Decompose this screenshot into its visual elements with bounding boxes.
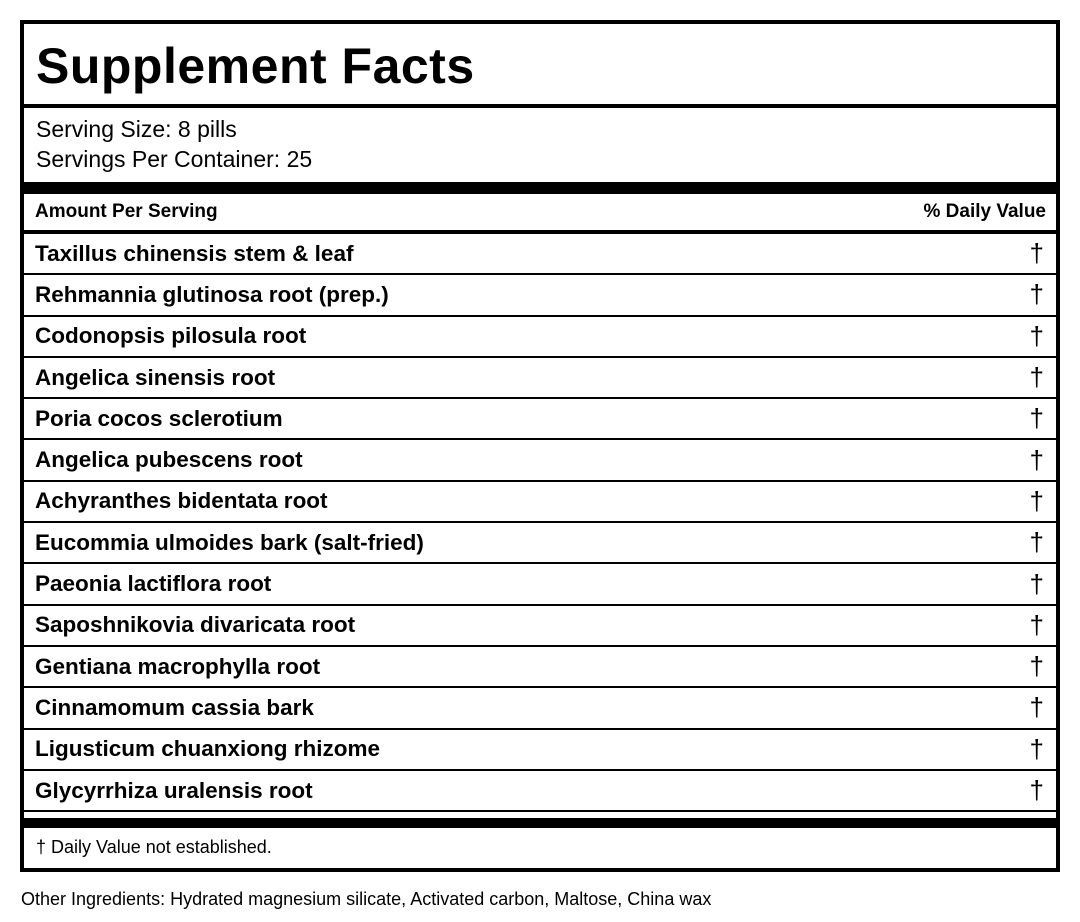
ingredient-daily-value: †	[1029, 403, 1044, 434]
ingredient-name: Taxillus chinensis stem & leaf	[35, 240, 354, 266]
ingredient-name: Codonopsis pilosula root	[35, 323, 307, 349]
ingredient-row	[24, 606, 1056, 647]
ingredient-name: Ligusticum chuanxiong rhizome	[35, 736, 381, 762]
ingredient-daily-value: †	[1029, 609, 1044, 640]
ingredient-daily-value: †	[1029, 279, 1044, 310]
ingredient-name: Poria cocos sclerotium	[35, 405, 283, 431]
ingredient-daily-value: †	[1029, 362, 1044, 393]
ingredient-daily-value: †	[1029, 568, 1044, 599]
ingredient-row	[24, 399, 1056, 440]
ingredient-name: Rehmannia glutinosa root (prep.)	[35, 281, 389, 307]
ingredient-name: Saposhnikovia divaricata root	[35, 612, 356, 638]
ingredient-row	[24, 564, 1056, 605]
ingredient-name: Glycyrrhiza uralensis root	[35, 777, 313, 803]
ingredient-name: Angelica pubescens root	[35, 447, 303, 473]
other-ingredients: Other Ingredients: Hydrated magnesium silicate, Activated carbon, Maltose, China wax	[21, 889, 712, 909]
ingredient-row	[24, 771, 1056, 812]
ingredient-daily-value: †	[1029, 692, 1044, 723]
ingredient-row	[24, 234, 1056, 275]
ingredient-name: Angelica sinensis root	[35, 364, 276, 390]
footnote: † Daily Value not established.	[36, 837, 272, 857]
ingredient-name: Cinnamomum cassia bark	[35, 694, 314, 720]
panel-title: Supplement Facts	[36, 38, 475, 94]
ingredient-daily-value: †	[1029, 320, 1044, 351]
ingredient-daily-value: †	[1029, 238, 1044, 269]
ingredient-daily-value: †	[1029, 651, 1044, 682]
ingredient-row	[24, 482, 1056, 523]
ingredient-daily-value: †	[1029, 733, 1044, 764]
serving-size: Serving Size: 8 pills	[36, 116, 237, 142]
ingredient-name: Gentiana macrophylla root	[35, 653, 321, 679]
ingredient-row	[24, 647, 1056, 688]
ingredient-daily-value: †	[1029, 775, 1044, 805]
ingredient-row	[24, 358, 1056, 399]
ingredient-daily-value: †	[1029, 444, 1044, 475]
column-header-row	[24, 194, 1056, 230]
ingredient-daily-value: †	[1029, 485, 1044, 516]
thick-divider-bottom	[24, 818, 1056, 828]
ingredient-row	[24, 523, 1056, 564]
divider	[24, 104, 1056, 108]
ingredient-name: Paeonia lactiflora root	[35, 571, 272, 597]
ingredient-daily-value: †	[1029, 527, 1044, 558]
serving-info	[36, 114, 312, 174]
supplement-facts-panel	[20, 20, 1060, 872]
ingredient-row	[24, 730, 1056, 771]
thick-divider	[24, 182, 1056, 194]
ingredient-row	[24, 275, 1056, 316]
servings-per-container: Servings Per Container: 25	[36, 146, 313, 172]
ingredient-row	[24, 317, 1056, 358]
ingredient-list	[24, 234, 1056, 812]
daily-value-header: % Daily Value	[923, 201, 1046, 222]
ingredient-row	[24, 688, 1056, 729]
ingredient-name: Achyranthes bidentata root	[35, 488, 328, 514]
ingredient-name: Eucommia ulmoides bark (salt-fried)	[35, 529, 424, 555]
ingredient-row	[24, 440, 1056, 481]
amount-per-serving-header: Amount Per Serving	[35, 201, 218, 222]
